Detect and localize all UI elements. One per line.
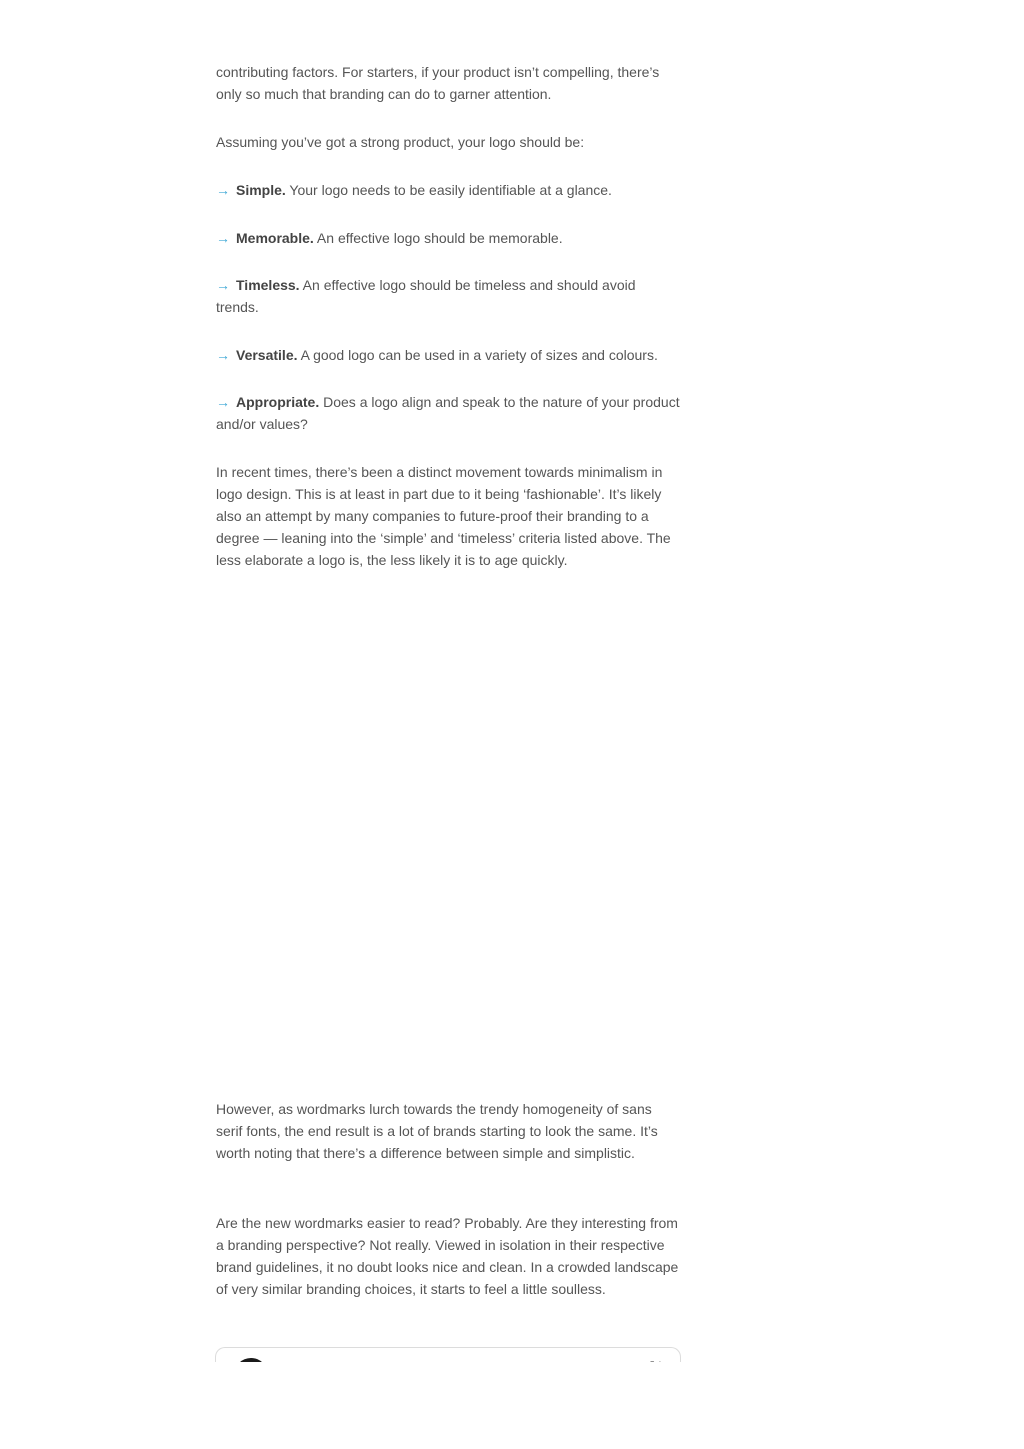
- arrow-right-icon: →: [216, 347, 230, 363]
- arrow-right-icon: →: [216, 230, 230, 246]
- criteria-item-appropriate: [216, 391, 680, 435]
- criteria-text: An effective logo should be memorable.: [313, 230, 563, 246]
- criteria-text: Does a logo align and speak to the nature of your product and/or values?: [216, 394, 680, 432]
- criteria-text: A good logo can be used in a variety of sizes and colours.: [297, 347, 658, 363]
- criteria-term: Appropriate.: [236, 394, 320, 410]
- paragraph-assuming: Assuming you’ve got a strong product, your logo should be:: [216, 134, 585, 150]
- paragraph-soulless: Are the new wordmarks easier to read? Probably. Are they interesting from a branding perspective? Not really. Viewed in isolation in their respective brand guidelines, it no doubt looks nice and clean. In a crowded landscape of very similar branding choices, it starts to feel a little soulless.: [216, 1215, 679, 1297]
- arrow-right-icon: →: [216, 394, 230, 410]
- criteria-text: An effective logo should be timeless and should avoid trends.: [216, 277, 636, 315]
- arrow-right-icon: →: [216, 277, 230, 293]
- arrow-right-icon: →: [216, 182, 230, 198]
- criteria-term: Timeless.: [236, 277, 300, 293]
- criteria-term: Versatile.: [236, 347, 298, 363]
- paragraph-intro: contributing factors. For starters, if your product isn’t compelling, there’s only so much that branding can do to garner attention.: [216, 64, 660, 102]
- criteria-item-versatile: [216, 344, 680, 366]
- criteria-item-timeless: [216, 274, 680, 318]
- criteria-term: Memorable.: [236, 230, 314, 246]
- criteria-text: Your logo needs to be easily identifiable at a glance.: [285, 182, 612, 198]
- criteria-item-memorable: [216, 227, 680, 249]
- page-bottom-fill: [0, 1362, 1024, 1449]
- paragraph-however: However, as wordmarks lurch towards the trendy homogeneity of sans serif fonts, the end result is a lot of brands starting to look the same. It’s worth noting that there’s a difference between simple and simplistic.: [216, 1101, 658, 1161]
- criteria-term: Simple.: [236, 182, 286, 198]
- paragraph-minimalism: In recent times, there’s been a distinct movement towards minimalism in logo design. This is at least in part due to it being ‘fashionable’. It’s likely also an attempt by many companies to future-proof their branding to a degree — leaning into the ‘simple’ and ‘timeless’ criteria listed above. The less elaborate a logo is, the less likely it is to age quickly.: [216, 464, 671, 568]
- criteria-item-simple: [216, 179, 680, 201]
